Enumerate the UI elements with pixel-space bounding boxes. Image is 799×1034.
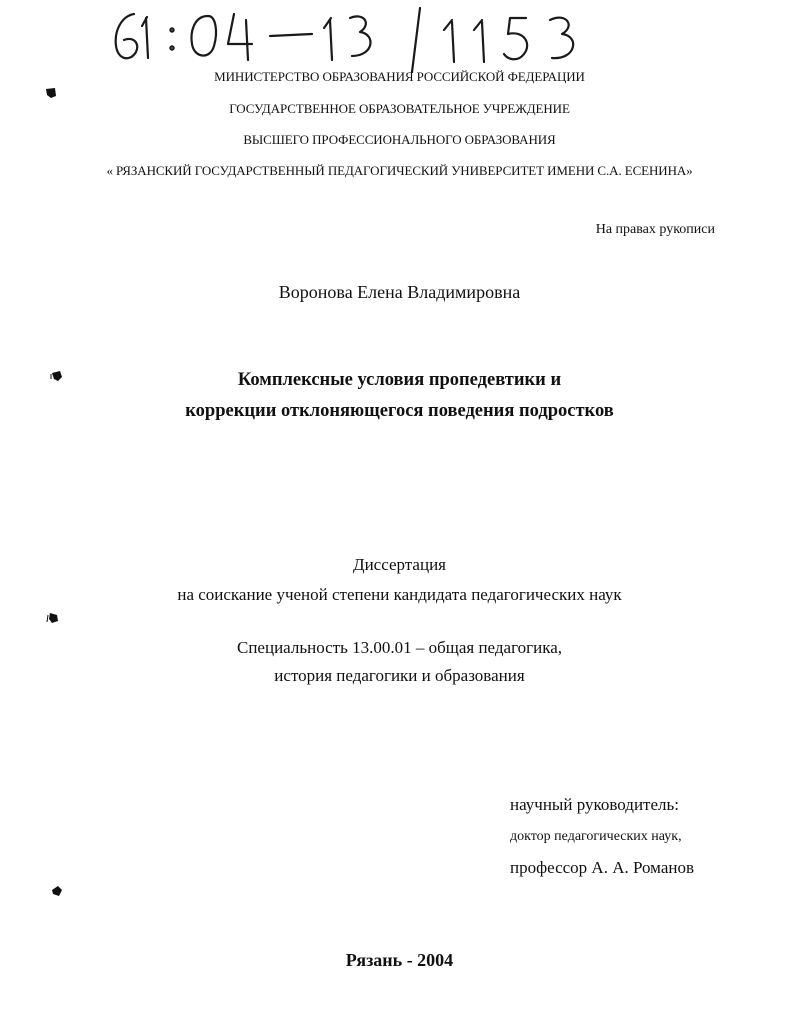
city-year: Рязань - 2004 — [345, 950, 454, 970]
supervisor-degree: доктор педагогических наук, — [510, 829, 682, 844]
education-level-line: ВЫСШЕГО ПРОФЕССИОНАЛЬНОГО ОБРАЗОВАНИЯ — [243, 132, 556, 147]
manuscript-rights-note: На правах рукописи — [595, 222, 715, 237]
punch-mark-icon — [50, 369, 64, 383]
punch-mark-icon — [50, 884, 64, 898]
handwritten-code-drawing — [100, 0, 620, 78]
punch-mark-icon — [46, 611, 60, 625]
university-line: « РЯЗАНСКИЙ ГОСУДАРСТВЕННЫЙ ПЕДАГОГИЧЕСКИЙ УНИВЕРСИТЕТ ИМЕНИ С.А. ЕСЕНИНА» — [106, 163, 693, 178]
supervisor-label: научный руководитель: — [510, 795, 679, 814]
specialty-line-1: Специальность 13.00.01 – общая педагогика, — [237, 638, 562, 657]
dissertation-label: Диссертация — [352, 555, 446, 574]
degree-line: на соискание ученой степени кандидата педагогических наук — [177, 585, 622, 604]
specialty-line-2: история педагогики и образования — [274, 666, 525, 685]
title-line-1: Комплексные условия пропедевтики и — [237, 370, 562, 390]
supervisor-name: профессор А. А. Романов — [510, 858, 694, 877]
author-name: Воронова Елена Владимировна — [278, 282, 521, 302]
handwritten-archive-code — [100, 0, 620, 78]
punch-mark-icon — [44, 86, 58, 100]
institution-type-line: ГОСУДАРСТВЕННОЕ ОБРАЗОВАТЕЛЬНОЕ УЧРЕЖДЕНИЕ — [229, 101, 570, 116]
title-line-2: коррекции отклоняющегося поведения подростков — [185, 401, 614, 421]
ministry-line: МИНИСТЕРСТВО ОБРАЗОВАНИЯ РОССИЙСКОЙ ФЕДЕРАЦИИ — [214, 69, 585, 84]
